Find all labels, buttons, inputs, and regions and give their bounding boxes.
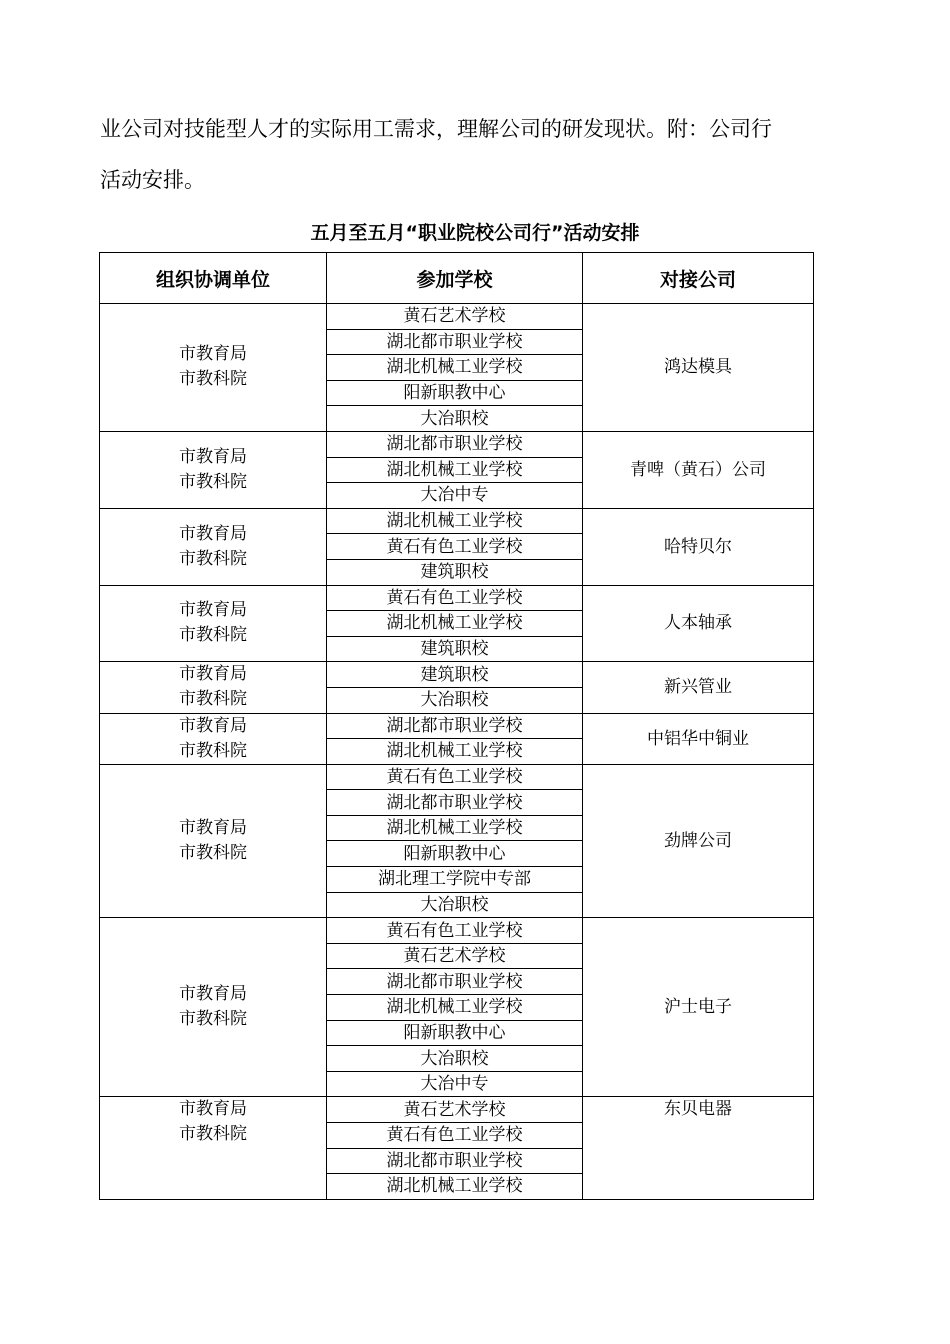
school-cell: 湖北机械工业学校 [327, 611, 583, 637]
paragraph-line-1: 业公司对技能型人才的实际用工需求，理解公司的研发现状。附：公司行 [100, 117, 772, 141]
table-row [100, 662, 814, 688]
org-cell [100, 585, 327, 662]
school-cell: 湖北都市职业学校 [327, 329, 583, 355]
table-row [100, 1097, 814, 1123]
school-cell: 大冶职校 [327, 687, 583, 713]
school-cell: 湖北机械工业学校 [327, 457, 583, 483]
org-name: 市教科院 [179, 842, 247, 863]
org-name: 市教科院 [179, 1124, 247, 1145]
org-name: 市教育局 [179, 523, 247, 544]
school-cell: 大冶职校 [327, 406, 583, 432]
header-schools: 参加学校 [327, 253, 583, 304]
org-name: 市教科院 [179, 1009, 247, 1030]
school-cell: 大冶职校 [327, 1046, 583, 1072]
table-body [100, 304, 814, 1200]
school-cell: 湖北机械工业学校 [327, 739, 583, 765]
org-cell [100, 918, 327, 1097]
company-cell: 哈特贝尔 [583, 508, 814, 585]
school-cell: 湖北都市职业学校 [327, 431, 583, 457]
org-name: 市教科院 [179, 689, 247, 710]
table-header-row [100, 253, 814, 304]
table-row [100, 431, 814, 457]
school-cell: 湖北都市职业学校 [327, 969, 583, 995]
school-cell: 黄石有色工业学校 [327, 534, 583, 560]
school-cell: 建筑职校 [327, 559, 583, 585]
school-cell: 大冶职校 [327, 892, 583, 918]
school-cell: 湖北都市职业学校 [327, 790, 583, 816]
table-row [100, 764, 814, 790]
org-name: 市教育局 [179, 817, 247, 838]
table-row [100, 304, 814, 330]
org-name: 市教育局 [179, 984, 247, 1005]
org-cell [100, 764, 327, 918]
activity-schedule-table [99, 252, 814, 1200]
org-name: 市教育局 [179, 715, 247, 736]
school-cell: 黄石有色工业学校 [327, 585, 583, 611]
org-name: 市教育局 [179, 600, 247, 621]
table-row [100, 713, 814, 739]
school-cell: 黄石艺术学校 [327, 304, 583, 330]
header-org: 组织协调单位 [100, 253, 327, 304]
org-cell [100, 508, 327, 585]
org-cell [100, 713, 327, 764]
school-cell: 湖北机械工业学校 [327, 355, 583, 381]
school-cell: 建筑职校 [327, 662, 583, 688]
school-cell: 湖北机械工业学校 [327, 995, 583, 1021]
school-cell: 黄石艺术学校 [327, 943, 583, 969]
school-cell: 大冶中专 [327, 483, 583, 509]
org-name: 市教育局 [179, 1099, 247, 1120]
company-cell: 青啤（黄石）公司 [583, 431, 814, 508]
company-cell: 新兴管业 [583, 662, 814, 713]
company-cell: 东贝电器 [583, 1097, 814, 1199]
school-cell: 湖北机械工业学校 [327, 1174, 583, 1200]
school-cell: 湖北都市职业学校 [327, 1148, 583, 1174]
table-title: 五月至五月“职业院校公司行”活动安排 [310, 222, 640, 244]
school-cell: 建筑职校 [327, 636, 583, 662]
org-name: 市教育局 [179, 344, 247, 365]
school-cell: 阳新职教中心 [327, 1020, 583, 1046]
org-name: 市教育局 [179, 664, 247, 685]
org-name: 市教科院 [179, 740, 247, 761]
school-cell: 黄石有色工业学校 [327, 764, 583, 790]
school-cell: 湖北都市职业学校 [327, 713, 583, 739]
table-row [100, 585, 814, 611]
org-cell [100, 304, 327, 432]
table-row [100, 918, 814, 944]
org-cell [100, 1097, 327, 1199]
school-cell: 湖北机械工业学校 [327, 815, 583, 841]
company-cell: 中铝华中铜业 [583, 713, 814, 764]
company-cell: 沪士电子 [583, 918, 814, 1097]
org-name: 市教科院 [179, 471, 247, 492]
school-cell: 黄石有色工业学校 [327, 1123, 583, 1149]
school-cell: 湖北机械工业学校 [327, 508, 583, 534]
school-cell: 大冶中专 [327, 1071, 583, 1097]
org-cell [100, 431, 327, 508]
school-cell: 阳新职教中心 [327, 380, 583, 406]
table-row [100, 508, 814, 534]
org-name: 市教科院 [179, 625, 247, 646]
org-name: 市教科院 [179, 369, 247, 390]
header-company: 对接公司 [583, 253, 814, 304]
school-cell: 阳新职教中心 [327, 841, 583, 867]
company-cell: 人本轴承 [583, 585, 814, 662]
paragraph-line-2: 活动安排。 [100, 168, 205, 192]
school-cell: 湖北理工学院中专部 [327, 867, 583, 893]
org-name: 市教育局 [179, 446, 247, 467]
org-name: 市教科院 [179, 548, 247, 569]
company-cell: 劲牌公司 [583, 764, 814, 918]
company-cell: 鸿达模具 [583, 304, 814, 432]
school-cell: 黄石有色工业学校 [327, 918, 583, 944]
org-cell [100, 662, 327, 713]
school-cell: 黄石艺术学校 [327, 1097, 583, 1123]
